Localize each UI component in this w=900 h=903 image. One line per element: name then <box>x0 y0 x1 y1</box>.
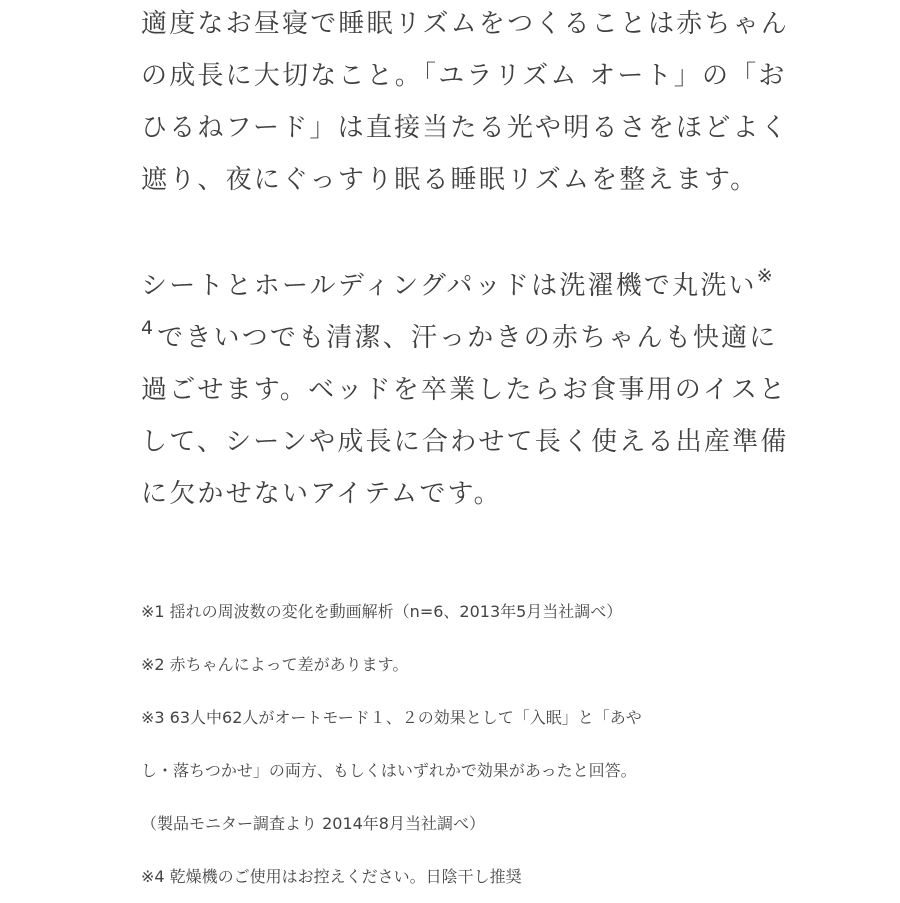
footnote-3-line-1: ※3 63人中62人がオートモード１、２の効果として「入眠」と「あや <box>141 708 642 727</box>
text-line: 適度なお昼寝で睡眠リズムをつくることは赤ちゃん <box>141 9 790 39</box>
footnote-1: ※1 揺れの周波数の変化を動画解析（n=6、2013年5月当社調べ） <box>141 602 623 621</box>
footnote-mark: ※ <box>756 265 773 287</box>
text-line: ひるねフード」は直接当たる光や明るさをほどよく <box>141 113 789 143</box>
text-line: 過ごせます。ベッドを卒業したらお食事用のイスと <box>141 375 788 405</box>
text-line: して、シーンや成長に合わせて長く使える出産準備 <box>141 427 789 457</box>
text-segment: できいつでも清潔、汗っかきの赤ちゃんも快適に <box>157 323 778 353</box>
text-line: の成長に大切なこと。「ユラリズム オート」の「お <box>141 61 787 91</box>
text-line: に欠かせないアイテムです。 <box>141 479 502 509</box>
text-line <box>141 260 789 312</box>
paragraph-washable <box>141 260 789 520</box>
footnote-3-line-3: （製品モニター調査より 2014年8月当社調べ） <box>141 814 485 833</box>
footnotes <box>141 585 642 903</box>
footnote-3-line-2: し・落ちつかせ」の両方、もしくはいずれかで効果があったと回答。 <box>141 761 637 780</box>
paragraph-nap-hood <box>141 0 789 206</box>
text-segment: シートとホールディングパッドは洗濯機で丸洗い <box>141 271 757 301</box>
footnote-number: 4 <box>141 317 154 339</box>
text-line <box>141 312 789 364</box>
footnote-4: ※4 乾燥機のご使用はお控えください。日陰干し推奨 <box>141 867 522 886</box>
text-line: 遮り、夜にぐっすり眠る睡眠リズムを整えます。 <box>141 165 759 195</box>
footnote-2: ※2 赤ちゃんによって差があります。 <box>141 655 409 674</box>
